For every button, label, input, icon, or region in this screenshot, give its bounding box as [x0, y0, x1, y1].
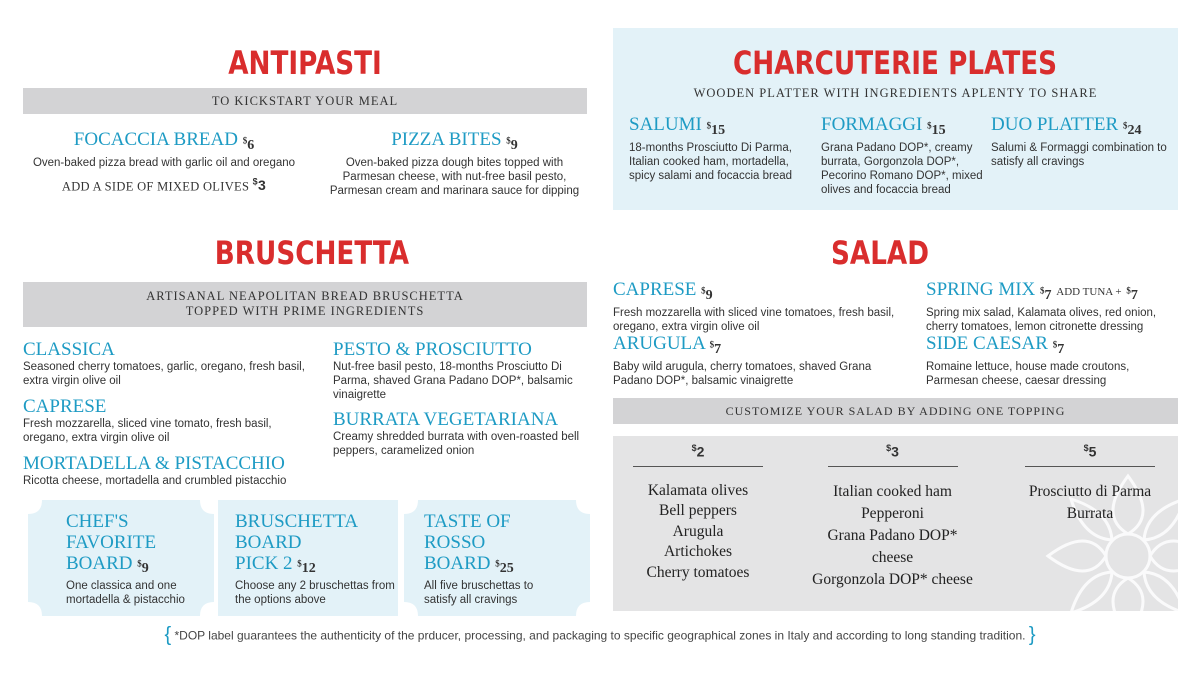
mortadella-desc: Ricotta cheese, mortadella and crumbled pistacchio [23, 475, 287, 487]
spring-mix-name: SPRING MIX [926, 279, 1036, 300]
board-chefs-favorite: CHEF'S FAVORITE BOARD $^{^{\$}9}$ One classica and one mortadella & pistacchio [66, 511, 206, 607]
formaggi-item: FORMAGGI $^{^{\$}15}$ Grana Padano DOP*, creamy burrata, Gorgonzola DOP*, Pecorino Romano DOP*, mixed olives and focaccia bread [821, 115, 996, 197]
pesto-desc: Nut-free basil pesto, 18-months Prosciutto Di Parma, shaved Grana Padano DOP*, balsamic vinaigrette [333, 361, 573, 401]
pizza-bites-price: 9 [510, 137, 518, 153]
toppings-col-5: $5 Prosciutto di Parma Burrata [1010, 443, 1170, 525]
pizza-bites-desc: Oven-baked pizza dough bites topped with Parmesan cheese, with nut-free basil pesto, Parmesan cream and marinara sauce for dipping [329, 156, 580, 197]
salad-topping-band: CUSTOMIZE YOUR SALAD BY ADDING ONE TOPPING [613, 398, 1178, 424]
pizza-bites-item: PIZZA BITES $^{^{\$}9}$ Oven-baked pizza dough bites topped with Parmesan cheese, with nut-free basil pesto, Parmesan cream and marinara sauce for dipping [322, 130, 587, 198]
caprese-salad-name: CAPRESE [613, 279, 697, 300]
salumi-desc: 18-months Prosciutto Di Parma, Italian cooked ham, mortadella, spicy salami and focaccia bread [629, 141, 792, 182]
side-caesar-desc: Romaine lettuce, house made croutons, Parmesan cheese, caesar dressing [926, 360, 1130, 387]
caprese-salad-item: CAPRESE $^{^{\$}9}$ Fresh mozzarella with sliced vine tomatoes, fresh basil, oregano, extra virgin olive oil [613, 280, 913, 334]
arugula-item: ARUGULA $^{^{\$}7}$ Baby wild arugula, cherry tomatoes, shaved Grana Padano DOP*, balsamic vinaigrette [613, 334, 913, 388]
caprese-bruschetta-item [23, 397, 313, 445]
duo-platter-desc: Salumi & Formaggi combination to satisfy all cravings [991, 141, 1167, 168]
arugula-name: ARUGULA [613, 333, 705, 354]
caprese-bruschetta-desc: Fresh mozzarella, sliced vine tomato, fresh basil, oregano, extra virgin olive oil [23, 418, 272, 444]
pesto-name: PESTO & PROSCIUTTO [333, 339, 532, 360]
classica-name: CLASSICA [23, 339, 115, 360]
burrata-item [333, 410, 593, 458]
topping-price-5: 5 [1088, 443, 1097, 460]
board-pick-2: BRUSCHETTA BOARD PICK 2 $^{^{\$}12}$ Choose any 2 bruschettas from the options above [235, 511, 395, 606]
caprese-bruschetta-name: CAPRESE [23, 396, 107, 417]
duo-platter-name: DUO PLATTER [991, 114, 1119, 135]
focaccia-desc: Oven-baked pizza bread with garlic oil and oregano [32, 156, 296, 169]
dop-footnote-text: *DOP label guarantees the authenticity of the prducer, processing, and packaging to specific geographical zones in Italy and according to long standing tradition. [174, 628, 1026, 643]
burrata-name: BURRATA VEGETARIANA [333, 409, 559, 430]
mortadella-name: MORTADELLA & PISTACCHIO [23, 453, 285, 474]
antipasti-title: ANTIPASTI [228, 44, 382, 82]
brace-open: { [164, 624, 172, 646]
antipasti-band: TO KICKSTART YOUR MEAL [23, 88, 587, 114]
topping-price-3: 3 [891, 443, 899, 460]
toppings-col-2: $2 Kalamata olives Bell peppers Arugula Artichokes Cherry tomatoes [633, 443, 763, 583]
board-pick-2-desc: Choose any 2 bruschettas from the options above [235, 579, 395, 606]
pesto-item [333, 340, 583, 402]
dop-footnote [0, 624, 1200, 647]
arugula-desc: Baby wild arugula, cherry tomatoes, shaved Grana Padano DOP*, balsamic vinaigrette [613, 360, 872, 387]
side-caesar-name: SIDE CAESAR [926, 333, 1048, 354]
side-caesar-item: SIDE CAESAR $^{^{\$}7}$ Romaine lettuce, house made croutons, Parmesan cheese, caesar dressing [926, 334, 1176, 388]
charcuterie-title: CHARCUTERIE PLATES [732, 44, 1058, 82]
board-taste-of-rosso: TASTE OF ROSSO BOARD $^{^{\$}25}$ All five bruschettas to satisfy all cravings [424, 511, 564, 607]
classica-item [23, 340, 313, 388]
olives-addon: ADD A SIDE OF MIXED OLIVES $3 [61, 176, 267, 194]
spring-mix-desc: Spring mix salad, Kalamata olives, red onion, cherry tomatoes, lemon citronette dressing [926, 306, 1157, 333]
toppings-col-3: $3 Italian cooked ham Pepperoni Grana Padano DOP* cheese Gorgonzola DOP* cheese [812, 443, 973, 588]
pizza-bites-name: PIZZA BITES [391, 129, 502, 150]
bruschetta-band: ARTISANAL NEAPOLITAN BREAD BRUSCHETTA TOPPED WITH PRIME INGREDIENTS [23, 282, 587, 327]
burrata-desc: Creamy shredded burrata with oven-roasted bell peppers, caramelized onion [333, 431, 580, 457]
salad-title: SALAD [830, 234, 930, 272]
board-taste-of-rosso-desc: All five bruschettas to satisfy all cravings [424, 579, 534, 606]
board-chefs-favorite-desc: One classica and one mortadella & pistacchio [66, 579, 185, 606]
focaccia-item: FOCACCIA BREAD $^{^{\$}6}$ Oven-baked pizza bread with garlic oil and oregano ADD A SIDE OF MIXED OLIVES $3 [23, 130, 305, 194]
focaccia-price: 6 [247, 137, 255, 153]
focaccia-name: FOCACCIA BREAD [73, 129, 238, 150]
classica-desc: Seasoned cherry tomatoes, garlic, oregano, fresh basil, extra virgin olive oil [23, 361, 305, 387]
salumi-name: SALUMI [629, 114, 702, 135]
caprese-salad-desc: Fresh mozzarella with sliced vine tomatoes, fresh basil, oregano, extra virgin olive oil [613, 306, 895, 333]
formaggi-desc: Grana Padano DOP*, creamy burrata, Gorgonzola DOP*, Pecorino Romano DOP*, mixed olives and focaccia bread [821, 141, 983, 196]
salumi-item: SALUMI $^{^{\$}15}$ 18-months Prosciutto Di Parma, Italian cooked ham, mortadella, spicy salami and focaccia bread [629, 115, 809, 183]
charcuterie-subtitle: WOODEN PLATTER WITH INGREDIENTS APLENTY TO SHARE [693, 86, 1098, 100]
spring-mix-item: SPRING MIX $^{^{\$}7}$ ADD TUNA + $^{^{\$}7}$ Spring mix salad, Kalamata olives, red onion, cherry tomatoes, lemon citronette dressing [926, 280, 1176, 334]
duo-platter-item: DUO PLATTER $^{^{\$}24}$ Salumi & Formaggi combination to satisfy all cravings [991, 115, 1171, 169]
mortadella-item [23, 454, 323, 488]
brace-close: } [1028, 624, 1036, 646]
topping-price-2: 2 [696, 443, 705, 460]
formaggi-name: FORMAGGI [821, 114, 923, 135]
bruschetta-title: BRUSCHETTA [214, 234, 410, 272]
